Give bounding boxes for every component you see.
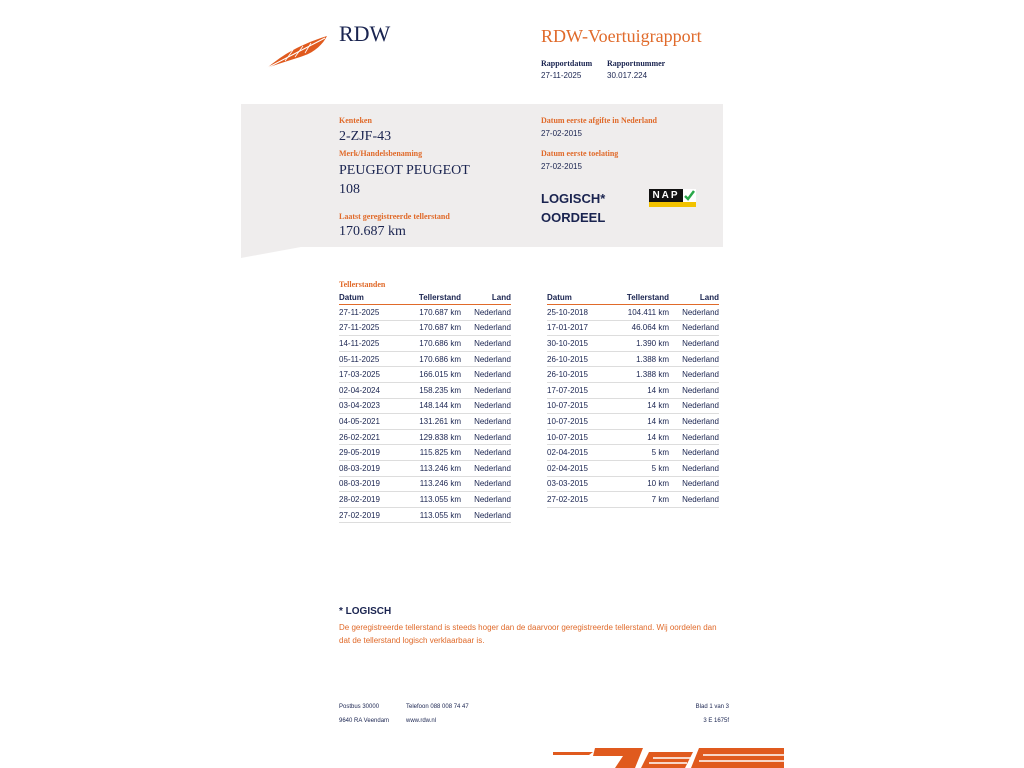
verdict-line2: OORDEEL (541, 210, 606, 225)
reading-value: 7 km (617, 492, 669, 508)
table-row (339, 414, 511, 430)
reading-value: 5 km (617, 460, 669, 476)
reading-country: Nederland (461, 336, 511, 352)
note-title: * LOGISCH (339, 606, 392, 617)
first-admission-value: 27-02-2015 (541, 162, 582, 171)
table-row (339, 398, 511, 414)
reading-country: Nederland (461, 351, 511, 367)
reading-value: 1.388 km (617, 367, 669, 383)
make-label: Merk/Handelsbenaming (339, 149, 423, 158)
first-nl-value: 27-02-2015 (541, 129, 582, 138)
reading-date: 27-02-2019 (339, 507, 409, 523)
reading-date: 08-03-2019 (339, 460, 409, 476)
readings-table-left (339, 293, 511, 523)
reading-value: 158.235 km (409, 382, 461, 398)
reading-value: 131.261 km (409, 414, 461, 430)
reading-country: Nederland (461, 367, 511, 383)
reading-value: 14 km (617, 414, 669, 430)
reading-country: Nederland (669, 445, 719, 461)
reading-value: 170.686 km (409, 351, 461, 367)
col-country-header: Land (669, 293, 719, 305)
reading-country: Nederland (669, 429, 719, 445)
table-row (547, 492, 719, 508)
vehicle-panel-tail (241, 247, 301, 258)
table-row (339, 445, 511, 461)
reading-value: 104.411 km (617, 305, 669, 321)
col-reading-header: Tellerstand (617, 293, 669, 305)
report-number-label: Rapportnummer (607, 59, 666, 68)
reading-date: 08-03-2019 (339, 476, 409, 492)
reading-value: 14 km (617, 398, 669, 414)
first-nl-label: Datum eerste afgifte in Nederland (541, 116, 657, 125)
nap-badge (649, 189, 696, 207)
rdw-feather-logo (265, 34, 331, 70)
reading-value: 46.064 km (617, 320, 669, 336)
table-row (339, 320, 511, 336)
reading-date: 26-02-2021 (339, 429, 409, 445)
reading-country: Nederland (669, 320, 719, 336)
reading-country: Nederland (669, 382, 719, 398)
col-date-header: Datum (547, 293, 617, 305)
table-row (339, 351, 511, 367)
reading-date: 17-01-2017 (547, 320, 617, 336)
col-reading-header: Tellerstand (409, 293, 461, 305)
reading-value: 170.687 km (409, 320, 461, 336)
rdw-stripe-decoration (553, 746, 784, 768)
reading-value: 1.388 km (617, 351, 669, 367)
reading-date: 17-03-2025 (339, 367, 409, 383)
reading-date: 30-10-2015 (547, 336, 617, 352)
table-row (547, 445, 719, 461)
footer-code: 3 E 1675f (703, 718, 729, 724)
reading-date: 27-11-2025 (339, 320, 409, 336)
reading-date: 28-02-2019 (339, 492, 409, 508)
reading-country: Nederland (461, 305, 511, 321)
reading-date: 03-03-2015 (547, 476, 617, 492)
reading-date: 27-11-2025 (339, 305, 409, 321)
reading-country: Nederland (669, 336, 719, 352)
table-row (547, 398, 719, 414)
reading-date: 10-07-2015 (547, 398, 617, 414)
table-row (547, 429, 719, 445)
table-row (547, 382, 719, 398)
brand-name: RDW (339, 21, 391, 46)
reading-value: 170.686 km (409, 336, 461, 352)
reading-date: 02-04-2024 (339, 382, 409, 398)
note-text-line2: dat de tellerstand logisch verklaarbaar is. (339, 636, 485, 645)
table-row (547, 414, 719, 430)
plate-label: Kenteken (339, 116, 372, 125)
readings-table-right (547, 293, 719, 508)
reading-country: Nederland (461, 445, 511, 461)
table-row (547, 460, 719, 476)
check-icon (683, 189, 696, 202)
table-row (339, 492, 511, 508)
reading-value: 113.055 km (409, 507, 461, 523)
readings-title: Tellerstanden (339, 280, 386, 289)
reading-country: Nederland (461, 382, 511, 398)
reading-country: Nederland (461, 507, 511, 523)
report-title: RDW-Voertuigrapport (541, 26, 702, 46)
reading-date: 29-05-2019 (339, 445, 409, 461)
footer-page: Blad 1 van 3 (695, 704, 729, 710)
reading-country: Nederland (461, 476, 511, 492)
reading-country: Nederland (461, 429, 511, 445)
reading-date: 27-02-2015 (547, 492, 617, 508)
reading-country: Nederland (669, 492, 719, 508)
reading-value: 115.825 km (409, 445, 461, 461)
col-date-header: Datum (339, 293, 409, 305)
footer-address: 9640 RA Veendam (339, 718, 390, 724)
reading-date: 04-05-2021 (339, 414, 409, 430)
reading-date: 02-04-2015 (547, 460, 617, 476)
report-date: 27-11-2025 (541, 71, 582, 80)
table-row (339, 429, 511, 445)
plate-value: 2-ZJF-43 (339, 129, 392, 144)
reading-date: 05-11-2025 (339, 351, 409, 367)
make-value-line1: PEUGEOT PEUGEOT (339, 163, 470, 178)
reading-value: 5 km (617, 445, 669, 461)
table-row (339, 476, 511, 492)
reading-country: Nederland (669, 476, 719, 492)
reading-country: Nederland (461, 414, 511, 430)
reading-country: Nederland (461, 492, 511, 508)
reading-value: 170.687 km (409, 305, 461, 321)
reading-country: Nederland (461, 398, 511, 414)
reading-country: Nederland (669, 460, 719, 476)
verdict-line1: LOGISCH* (541, 191, 606, 206)
reading-country: Nederland (669, 351, 719, 367)
reading-value: 14 km (617, 429, 669, 445)
vehicle-panel (241, 104, 723, 247)
table-row (547, 351, 719, 367)
reading-value: 166.015 km (409, 367, 461, 383)
footer-postbus: Postbus 30000 (339, 704, 380, 710)
table-row (339, 382, 511, 398)
reading-date: 03-04-2023 (339, 398, 409, 414)
table-row (339, 336, 511, 352)
reading-date: 10-07-2015 (547, 429, 617, 445)
reading-date: 17-07-2015 (547, 382, 617, 398)
report-date-label: Rapportdatum (541, 59, 593, 68)
reading-value: 113.246 km (409, 460, 461, 476)
table-row (547, 367, 719, 383)
reading-country: Nederland (669, 398, 719, 414)
table-row (547, 320, 719, 336)
col-country-header: Land (461, 293, 511, 305)
odometer-label: Laatst geregistreerde tellerstand (339, 212, 450, 221)
reading-value: 113.055 km (409, 492, 461, 508)
reading-value: 148.144 km (409, 398, 461, 414)
reading-value: 1.390 km (617, 336, 669, 352)
table-row (339, 367, 511, 383)
reading-country: Nederland (669, 367, 719, 383)
reading-date: 26-10-2015 (547, 367, 617, 383)
footer-phone: Telefoon 088 008 74 47 (406, 704, 469, 710)
reading-date: 25-10-2018 (547, 305, 617, 321)
nap-badge-yellow-bar (649, 202, 696, 207)
note-text-line1: De geregistreerde tellerstand is steeds hoger dan de daarvoor geregistreerde tellerstand. Wij oordelen dan (339, 623, 717, 632)
make-value-line2: 108 (339, 182, 360, 197)
reading-date: 10-07-2015 (547, 414, 617, 430)
table-row (339, 305, 511, 321)
reading-date: 02-04-2015 (547, 445, 617, 461)
reading-country: Nederland (669, 414, 719, 430)
table-row (547, 476, 719, 492)
footer-web: www.rdw.nl (406, 718, 437, 724)
reading-country: Nederland (461, 460, 511, 476)
reading-value: 129.838 km (409, 429, 461, 445)
reading-date: 14-11-2025 (339, 336, 409, 352)
table-row (547, 336, 719, 352)
table-row (339, 507, 511, 523)
reading-date: 26-10-2015 (547, 351, 617, 367)
nap-badge-text: NAP (649, 189, 683, 202)
reading-value: 113.246 km (409, 476, 461, 492)
table-row (339, 460, 511, 476)
report-number: 30.017.224 (607, 71, 648, 80)
table-row (547, 305, 719, 321)
first-admission-label: Datum eerste toelating (541, 149, 619, 158)
reading-country: Nederland (461, 320, 511, 336)
reading-country: Nederland (669, 305, 719, 321)
reading-value: 10 km (617, 476, 669, 492)
odometer-value: 170.687 km (339, 224, 406, 239)
reading-value: 14 km (617, 382, 669, 398)
